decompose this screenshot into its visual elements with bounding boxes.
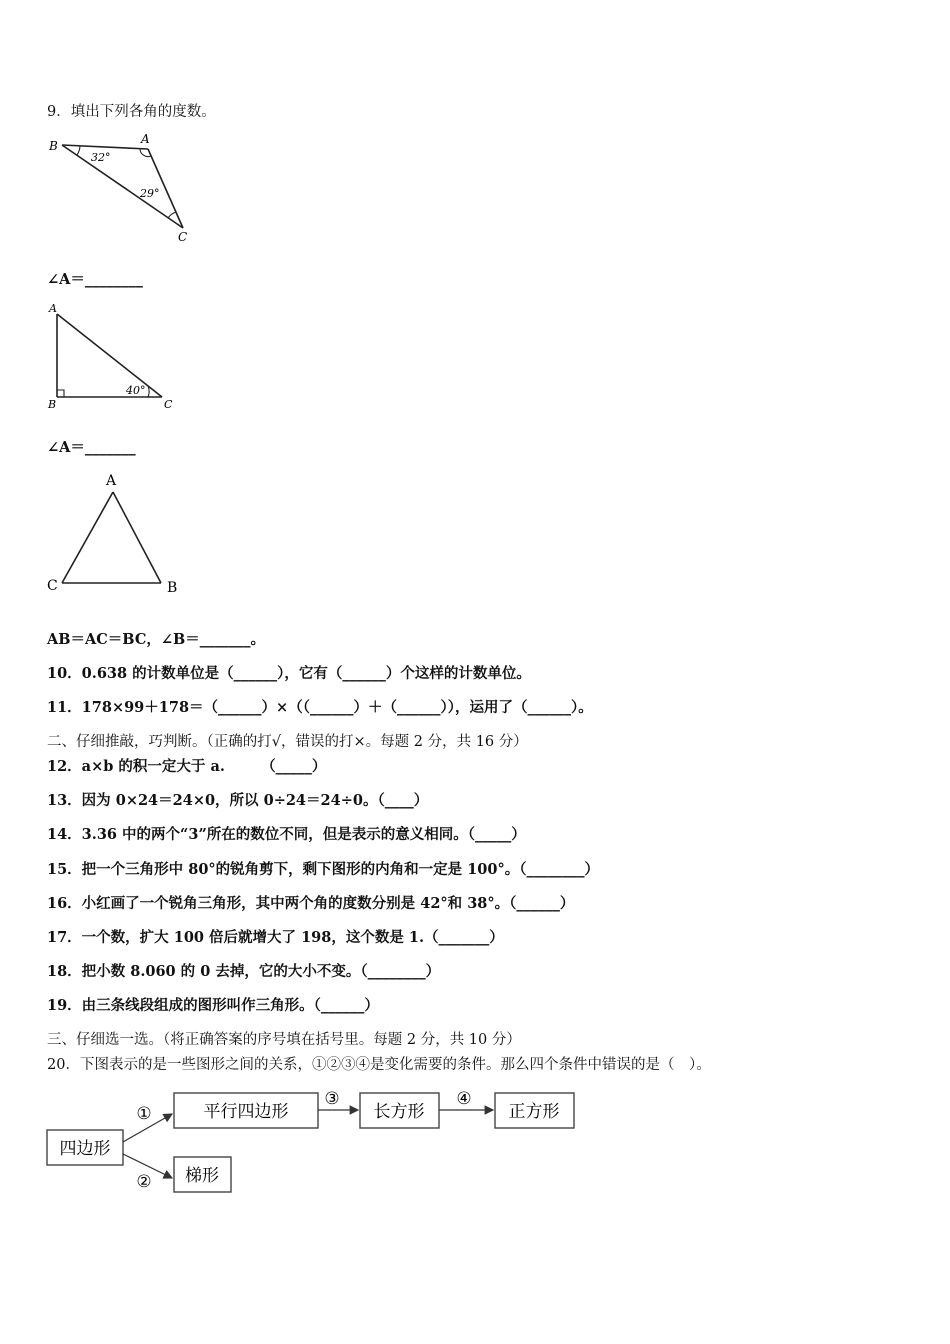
condition-4-label: ④ [456, 1089, 472, 1109]
node-quadrilateral-label: 四边形 [59, 1139, 111, 1159]
vertex-label-c: C [178, 230, 188, 244]
vertex-label-c: C [47, 578, 58, 594]
angle-b-value: 32° [91, 151, 111, 164]
node-square-label: 正方形 [508, 1102, 560, 1122]
side-ba [62, 145, 148, 149]
vertex-label-c: C [164, 398, 173, 411]
answer-angle-a-1: ∠A＝________ [47, 271, 143, 288]
question-9-stem: 9．填出下列各角的度数。 [47, 104, 216, 120]
angle-c-arc [168, 212, 176, 218]
node-rectangle-label: 长方形 [373, 1102, 425, 1122]
side-ac [57, 314, 162, 397]
angle-c-arc [148, 386, 149, 397]
triangle-figure-3 [44, 470, 194, 600]
question-18: 18．把小数 8.060 的 0 去掉，它的大小不变。（________） [47, 963, 441, 980]
right-angle-mark [57, 390, 64, 397]
side-ac [62, 492, 113, 583]
condition-1-label: ① [136, 1104, 152, 1124]
question-15: 15．把一个三角形中 80°的锐角剪下，剩下图形的内角和一定是 100°。（________） [47, 861, 599, 878]
triangle-figure-1 [44, 132, 204, 244]
question-13: 13．因为 0×24＝24×0，所以 0÷24＝24÷0。（____） [47, 792, 429, 809]
condition-3-label: ③ [324, 1089, 340, 1109]
answer-angle-b-3: AB＝AC＝BC，∠B＝_______。 [47, 631, 266, 648]
side-ab [113, 492, 161, 583]
question-14: 14．3.36 中的两个“3”所在的数位不同，但是表示的意义相同。（_____） [47, 826, 526, 843]
question-20-stem: 20．下图表示的是一些图形之间的关系，①②③④是变化需要的条件。那么四个条件中错误的是（ ）。 [47, 1057, 711, 1073]
angle-c-value: 29° [140, 187, 160, 200]
question-12: 12．a×b 的积一定大于 a. （_____） [47, 758, 327, 775]
question-16: 16．小红画了一个锐角三角形，其中两个角的度数分别是 42°和 38°。（______） [47, 895, 575, 912]
answer-angle-a-2: ∠A＝_______ [47, 439, 136, 456]
question-17: 17．一个数，扩大 100 倍后就增大了 198，这个数是 1.（_______） [47, 929, 504, 946]
section-2-heading: 二、仔细推敲，巧判断。（正确的打√，错误的打×。每题 2 分，共 16 分） [47, 734, 528, 750]
vertex-label-b: B [48, 398, 57, 411]
vertex-label-b: B [49, 139, 58, 153]
vertex-label-a: A [106, 473, 117, 489]
node-trapezoid-label: 梯形 [185, 1166, 219, 1186]
section-3-heading: 三、仔细选一选。（将正确答案的序号填在括号里。每题 2 分，共 10 分） [47, 1032, 521, 1048]
vertex-label-a: A [49, 302, 57, 315]
condition-2-label: ② [136, 1172, 152, 1192]
shape-relationship-diagram [44, 1084, 584, 1202]
question-19: 19．由三条线段组成的图形叫作三角形。（______） [47, 997, 379, 1014]
question-10: 10．0.638 的计数单位是（______），它有（______）个这样的计数单位。 [47, 665, 531, 682]
vertex-label-a: A [141, 132, 150, 146]
angle-c-value: 40° [126, 384, 146, 397]
question-11: 11．178×99＋178＝（______）×（（______）＋（______）），运用了（______）。 [47, 699, 593, 716]
vertex-label-b: B [167, 580, 178, 596]
triangle-figure-2 [44, 300, 184, 415]
node-parallelogram-label: 平行四边形 [203, 1102, 289, 1122]
angle-b-arc [77, 146, 80, 155]
